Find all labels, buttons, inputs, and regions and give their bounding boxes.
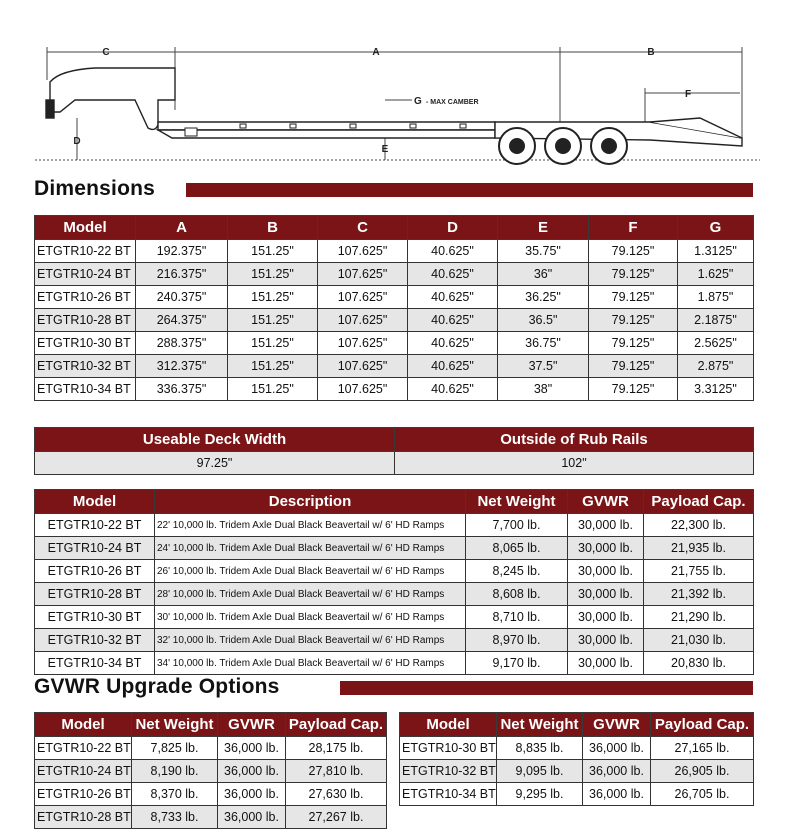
specs-table bbox=[34, 489, 754, 675]
label-f: F bbox=[684, 89, 692, 100]
deck-width-header: Useable Deck Width bbox=[35, 428, 395, 452]
upgrade-row bbox=[35, 760, 387, 783]
d-cell: 40.625" bbox=[408, 378, 498, 401]
f-cell: 79.125" bbox=[589, 332, 678, 355]
gvwr-cell: 30,000 lb. bbox=[568, 514, 644, 537]
c-cell: 107.625" bbox=[318, 378, 408, 401]
model-cell: ETGTR10-34 BT bbox=[35, 652, 155, 675]
f-cell: 79.125" bbox=[589, 355, 678, 378]
specs-row bbox=[35, 560, 754, 583]
upgrade-right-col-model: Model bbox=[400, 713, 497, 737]
gvwr-cell: 30,000 lb. bbox=[568, 583, 644, 606]
model-cell: ETGTR10-34 BT bbox=[400, 783, 497, 806]
net-weight-cell: 8,190 lb. bbox=[132, 760, 218, 783]
upgrade-title: GVWR Upgrade Options bbox=[34, 675, 280, 698]
description-cell: 22' 10,000 lb. Tridem Axle Dual Black Beavertail w/ 6' HD Ramps bbox=[155, 514, 466, 537]
gvwr-cell: 30,000 lb. bbox=[568, 606, 644, 629]
e-cell: 38" bbox=[498, 378, 589, 401]
payload-cell: 27,165 lb. bbox=[651, 737, 754, 760]
model-cell: ETGTR10-22 BT bbox=[35, 737, 132, 760]
d-cell: 40.625" bbox=[408, 355, 498, 378]
payload-cell: 22,300 lb. bbox=[644, 514, 754, 537]
dimensions-row bbox=[35, 309, 754, 332]
a-cell: 240.375" bbox=[136, 286, 228, 309]
payload-cell: 21,290 lb. bbox=[644, 606, 754, 629]
e-cell: 37.5" bbox=[498, 355, 589, 378]
e-cell: 36.5" bbox=[498, 309, 589, 332]
c-cell: 107.625" bbox=[318, 263, 408, 286]
gvwr-cell: 30,000 lb. bbox=[568, 652, 644, 675]
e-cell: 35.75" bbox=[498, 240, 589, 263]
label-e: E bbox=[381, 144, 389, 155]
d-cell: 40.625" bbox=[408, 332, 498, 355]
model-cell: ETGTR10-28 BT bbox=[35, 806, 132, 829]
dimensions-row bbox=[35, 332, 754, 355]
gvwr-cell: 30,000 lb. bbox=[568, 537, 644, 560]
deck-header-row bbox=[35, 428, 754, 452]
gvwr-cell: 36,000 lb. bbox=[218, 737, 286, 760]
g-cell: 2.1875" bbox=[678, 309, 754, 332]
col-model: Model bbox=[35, 216, 136, 240]
upgrade-right-col-gvwr: GVWR bbox=[583, 713, 651, 737]
gvwr-cell: 30,000 lb. bbox=[568, 629, 644, 652]
label-a: A bbox=[372, 47, 380, 58]
dimensions-body bbox=[35, 240, 754, 401]
net-weight-cell: 9,095 lb. bbox=[497, 760, 583, 783]
upgrade-left-header-row bbox=[35, 713, 387, 737]
g-cell: 1.875" bbox=[678, 286, 754, 309]
upgrade-left-col-model: Model bbox=[35, 713, 132, 737]
upgrade-right-body bbox=[400, 737, 754, 806]
upgrade-row bbox=[35, 806, 387, 829]
col-e: E bbox=[498, 216, 589, 240]
f-cell: 79.125" bbox=[589, 263, 678, 286]
upgrade-row bbox=[35, 737, 387, 760]
specs-row bbox=[35, 606, 754, 629]
f-cell: 79.125" bbox=[589, 378, 678, 401]
description-cell: 32' 10,000 lb. Tridem Axle Dual Black Beavertail w/ 6' HD Ramps bbox=[155, 629, 466, 652]
upgrade-row bbox=[400, 737, 754, 760]
payload-cell: 27,267 lb. bbox=[286, 806, 387, 829]
specs-row bbox=[35, 537, 754, 560]
b-cell: 151.25" bbox=[228, 355, 318, 378]
description-cell: 34' 10,000 lb. Tridem Axle Dual Black Beavertail w/ 6' HD Ramps bbox=[155, 652, 466, 675]
col-g: G bbox=[678, 216, 754, 240]
label-g-note: - MAX CAMBER bbox=[426, 99, 479, 106]
net-weight-cell: 8,370 lb. bbox=[132, 783, 218, 806]
a-cell: 264.375" bbox=[136, 309, 228, 332]
upgrade-right-header-row bbox=[400, 713, 754, 737]
upgrade-row bbox=[35, 783, 387, 806]
net-weight-cell: 8,970 lb. bbox=[466, 629, 568, 652]
dimensions-row bbox=[35, 355, 754, 378]
a-cell: 216.375" bbox=[136, 263, 228, 286]
model-cell: ETGTR10-32 BT bbox=[400, 760, 497, 783]
a-cell: 336.375" bbox=[136, 378, 228, 401]
specs-col-net-weight: Net Weight bbox=[466, 490, 568, 514]
f-cell: 79.125" bbox=[589, 286, 678, 309]
d-cell: 40.625" bbox=[408, 286, 498, 309]
label-g: G bbox=[414, 96, 422, 107]
col-b: B bbox=[228, 216, 318, 240]
dimensions-table bbox=[34, 215, 754, 401]
specs-row bbox=[35, 514, 754, 537]
payload-cell: 26,705 lb. bbox=[651, 783, 754, 806]
specs-col-payload: Payload Cap. bbox=[644, 490, 754, 514]
col-c: C bbox=[318, 216, 408, 240]
upgrade-title-bar bbox=[340, 681, 753, 695]
model-cell: ETGTR10-34 BT bbox=[35, 378, 136, 401]
model-cell: ETGTR10-26 BT bbox=[35, 560, 155, 583]
rub-rails-header: Outside of Rub Rails bbox=[395, 428, 754, 452]
net-weight-cell: 9,170 lb. bbox=[466, 652, 568, 675]
model-cell: ETGTR10-24 BT bbox=[35, 537, 155, 560]
upgrade-table-right bbox=[399, 712, 754, 806]
a-cell: 288.375" bbox=[136, 332, 228, 355]
gvwr-cell: 36,000 lb. bbox=[583, 783, 651, 806]
net-weight-cell: 7,825 lb. bbox=[132, 737, 218, 760]
upgrade-left-body bbox=[35, 737, 387, 829]
b-cell: 151.25" bbox=[228, 332, 318, 355]
rub-rails-value: 102" bbox=[395, 452, 754, 475]
g-cell: 2.5625" bbox=[678, 332, 754, 355]
e-cell: 36.25" bbox=[498, 286, 589, 309]
model-cell: ETGTR10-32 BT bbox=[35, 355, 136, 378]
dimensions-row bbox=[35, 286, 754, 309]
gvwr-cell: 30,000 lb. bbox=[568, 560, 644, 583]
specs-col-gvwr: GVWR bbox=[568, 490, 644, 514]
dimensions-title-bar bbox=[186, 183, 753, 197]
model-cell: ETGTR10-30 BT bbox=[35, 332, 136, 355]
model-cell: ETGTR10-28 BT bbox=[35, 583, 155, 606]
gvwr-cell: 36,000 lb. bbox=[583, 737, 651, 760]
a-cell: 192.375" bbox=[136, 240, 228, 263]
specs-row bbox=[35, 652, 754, 675]
payload-cell: 21,935 lb. bbox=[644, 537, 754, 560]
net-weight-cell: 7,700 lb. bbox=[466, 514, 568, 537]
dimensions-row bbox=[35, 240, 754, 263]
model-cell: ETGTR10-30 BT bbox=[400, 737, 497, 760]
net-weight-cell: 8,608 lb. bbox=[466, 583, 568, 606]
model-cell: ETGTR10-32 BT bbox=[35, 629, 155, 652]
model-cell: ETGTR10-26 BT bbox=[35, 286, 136, 309]
f-cell: 79.125" bbox=[589, 309, 678, 332]
upgrade-left-col-payload: Payload Cap. bbox=[286, 713, 387, 737]
payload-cell: 27,810 lb. bbox=[286, 760, 387, 783]
g-cell: 1.625" bbox=[678, 263, 754, 286]
deck-width-value: 97.25" bbox=[35, 452, 395, 475]
b-cell: 151.25" bbox=[228, 286, 318, 309]
description-cell: 24' 10,000 lb. Tridem Axle Dual Black Beavertail w/ 6' HD Ramps bbox=[155, 537, 466, 560]
net-weight-cell: 8,733 lb. bbox=[132, 806, 218, 829]
d-cell: 40.625" bbox=[408, 309, 498, 332]
payload-cell: 20,830 lb. bbox=[644, 652, 754, 675]
deck-table bbox=[34, 427, 754, 475]
upgrade-right-col-net-weight: Net Weight bbox=[497, 713, 583, 737]
trailer-diagram bbox=[0, 0, 785, 175]
c-cell: 107.625" bbox=[318, 309, 408, 332]
c-cell: 107.625" bbox=[318, 240, 408, 263]
deck-value-row bbox=[35, 452, 754, 475]
b-cell: 151.25" bbox=[228, 378, 318, 401]
net-weight-cell: 8,835 lb. bbox=[497, 737, 583, 760]
specs-header-row bbox=[35, 490, 754, 514]
model-cell: ETGTR10-28 BT bbox=[35, 309, 136, 332]
c-cell: 107.625" bbox=[318, 355, 408, 378]
dimensions-row bbox=[35, 263, 754, 286]
d-cell: 40.625" bbox=[408, 263, 498, 286]
gvwr-cell: 36,000 lb. bbox=[218, 760, 286, 783]
upgrade-right-col-payload: Payload Cap. bbox=[651, 713, 754, 737]
c-cell: 107.625" bbox=[318, 286, 408, 309]
upgrade-left-col-net-weight: Net Weight bbox=[132, 713, 218, 737]
gvwr-cell: 36,000 lb. bbox=[218, 806, 286, 829]
specs-col-model: Model bbox=[35, 490, 155, 514]
col-d: D bbox=[408, 216, 498, 240]
gvwr-cell: 36,000 lb. bbox=[583, 760, 651, 783]
payload-cell: 27,630 lb. bbox=[286, 783, 387, 806]
label-b: B bbox=[647, 47, 655, 58]
a-cell: 312.375" bbox=[136, 355, 228, 378]
net-weight-cell: 9,295 lb. bbox=[497, 783, 583, 806]
specs-col-description: Description bbox=[155, 490, 466, 514]
model-cell: ETGTR10-22 BT bbox=[35, 240, 136, 263]
col-f: F bbox=[589, 216, 678, 240]
b-cell: 151.25" bbox=[228, 309, 318, 332]
payload-cell: 28,175 lb. bbox=[286, 737, 387, 760]
model-cell: ETGTR10-22 BT bbox=[35, 514, 155, 537]
model-cell: ETGTR10-26 BT bbox=[35, 783, 132, 806]
payload-cell: 21,392 lb. bbox=[644, 583, 754, 606]
net-weight-cell: 8,065 lb. bbox=[466, 537, 568, 560]
g-cell: 1.3125" bbox=[678, 240, 754, 263]
b-cell: 151.25" bbox=[228, 263, 318, 286]
specs-row bbox=[35, 629, 754, 652]
g-cell: 2.875" bbox=[678, 355, 754, 378]
gvwr-cell: 36,000 lb. bbox=[218, 783, 286, 806]
col-a: A bbox=[136, 216, 228, 240]
dimensions-title: Dimensions bbox=[34, 177, 156, 200]
upgrade-table-left bbox=[34, 712, 387, 829]
net-weight-cell: 8,710 lb. bbox=[466, 606, 568, 629]
model-cell: ETGTR10-24 BT bbox=[35, 760, 132, 783]
e-cell: 36.75" bbox=[498, 332, 589, 355]
upgrade-left-col-gvwr: GVWR bbox=[218, 713, 286, 737]
model-cell: ETGTR10-24 BT bbox=[35, 263, 136, 286]
description-cell: 30' 10,000 lb. Tridem Axle Dual Black Beavertail w/ 6' HD Ramps bbox=[155, 606, 466, 629]
description-cell: 26' 10,000 lb. Tridem Axle Dual Black Beavertail w/ 6' HD Ramps bbox=[155, 560, 466, 583]
dimensions-header-row bbox=[35, 216, 754, 240]
label-c: C bbox=[102, 47, 110, 58]
payload-cell: 26,905 lb. bbox=[651, 760, 754, 783]
c-cell: 107.625" bbox=[318, 332, 408, 355]
payload-cell: 21,755 lb. bbox=[644, 560, 754, 583]
e-cell: 36" bbox=[498, 263, 589, 286]
d-cell: 40.625" bbox=[408, 240, 498, 263]
specs-row bbox=[35, 583, 754, 606]
description-cell: 28' 10,000 lb. Tridem Axle Dual Black Beavertail w/ 6' HD Ramps bbox=[155, 583, 466, 606]
net-weight-cell: 8,245 lb. bbox=[466, 560, 568, 583]
payload-cell: 21,030 lb. bbox=[644, 629, 754, 652]
upgrade-row bbox=[400, 760, 754, 783]
upgrade-row bbox=[400, 783, 754, 806]
f-cell: 79.125" bbox=[589, 240, 678, 263]
label-d: D bbox=[73, 136, 81, 147]
dimensions-row bbox=[35, 378, 754, 401]
model-cell: ETGTR10-30 BT bbox=[35, 606, 155, 629]
b-cell: 151.25" bbox=[228, 240, 318, 263]
g-cell: 3.3125" bbox=[678, 378, 754, 401]
specs-body bbox=[35, 514, 754, 675]
